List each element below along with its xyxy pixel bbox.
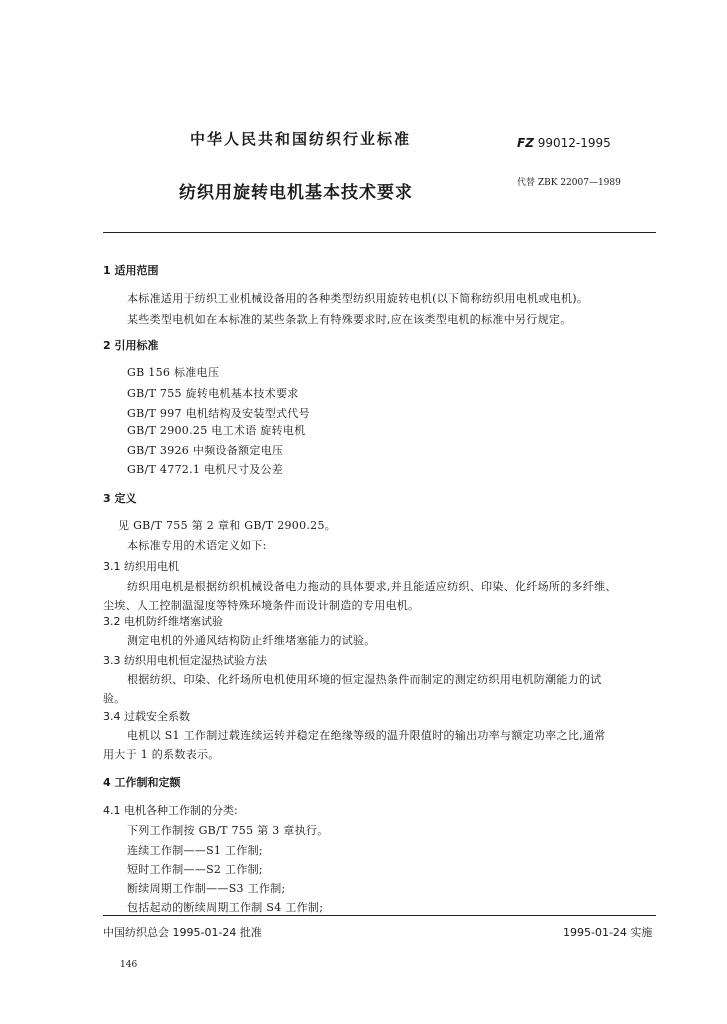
duty-item: 包括起动的断续周期工作制 S4 工作制; xyxy=(127,901,324,914)
ref-item: GB/T 997 电机结构及安装型式代号 xyxy=(127,407,310,420)
def-3-3-line-2: 验。 xyxy=(103,692,126,705)
effective-date: 1995-01-24 实施 xyxy=(563,926,653,939)
def-3-1-line-1: 纺织用电机是根据纺织机械设备电力拖动的具体要求,并且能适应纺织、印染、化纤场所的多纤维、 xyxy=(127,580,617,593)
section-4-heading: 4 工作制和定额 xyxy=(103,776,181,789)
footer-rule xyxy=(103,915,656,916)
def-3-1-line-2: 尘埃、人工控制温湿度等特殊环境条件而设计制造的专用电机。 xyxy=(103,599,420,612)
page-number: 146 xyxy=(120,960,138,970)
sub-4-1-heading: 4.1 电机各种工作制的分类: xyxy=(103,804,238,817)
def-3-3-line-1: 根据纺织、印染、化纤场所电机使用环境的恒定湿热条件而制定的测定纺织用电机防潮能力的试 xyxy=(127,673,602,686)
def-3-4-line-2: 用大于 1 的系数表示。 xyxy=(103,748,220,761)
approval-date: 中国纺织总会 1995-01-24 批准 xyxy=(103,926,262,939)
doc-title: 纺织用旋转电机基本技术要求 xyxy=(179,183,413,203)
section-3-para-2: 本标准专用的术语定义如下: xyxy=(127,539,267,552)
ref-item: GB/T 2900.25 电工术语 旋转电机 xyxy=(127,424,306,437)
ref-item: GB 156 标准电压 xyxy=(127,366,220,379)
standard-number xyxy=(517,136,611,150)
def-3-4-line-1: 电机以 S1 工作制过载连续运转并稳定在绝缘等级的温升限值时的输出功率与额定功率之比,通常 xyxy=(127,729,606,742)
duty-item: 短时工作制——S2 工作制; xyxy=(127,863,263,876)
standard-prefix: FZ xyxy=(517,136,534,150)
ref-item: GB/T 755 旋转电机基本技术要求 xyxy=(127,387,299,400)
ref-item: GB/T 3926 中频设备额定电压 xyxy=(127,444,284,457)
section-1-heading: 1 适用范围 xyxy=(103,264,159,277)
section-3-para-1: 见 GB/T 755 第 2 章和 GB/T 2900.25。 xyxy=(118,519,337,532)
ref-item: GB/T 4772.1 电机尺寸及公差 xyxy=(127,463,284,476)
def-3-3-heading: 3.3 纺织用电机恒定湿热试验方法 xyxy=(103,654,267,667)
section-2-heading: 2 引用标准 xyxy=(103,339,159,352)
header-rule xyxy=(103,232,656,233)
def-3-2-heading: 3.2 电机防纤维堵塞试验 xyxy=(103,615,223,628)
section-1-para-1: 本标准适用于纺织工业机械设备用的各种类型纺织用旋转电机(以下简称纺织用电机或电机)。 xyxy=(127,292,589,305)
standard-code: 99012-1995 xyxy=(537,136,611,150)
duty-item: 断续周期工作制——S3 工作制; xyxy=(127,882,286,895)
def-3-2-line-1: 测定电机的外通风结构防止纤维堵塞能力的试验。 xyxy=(127,634,376,647)
def-3-1-heading: 3.1 纺织用电机 xyxy=(103,560,179,573)
org-title: 中华人民共和国纺织行业标准 xyxy=(190,130,412,148)
sub-4-1-intro: 下列工作制按 GB/T 755 第 3 章执行。 xyxy=(127,824,329,837)
def-3-4-heading: 3.4 过载安全系数 xyxy=(103,710,190,723)
replaces-note: 代替 ZBK 22007—1989 xyxy=(517,178,621,188)
duty-item: 连续工作制——S1 工作制; xyxy=(127,844,263,857)
section-1-para-2: 某些类型电机如在本标准的某些条款上有特殊要求时,应在该类型电机的标准中另行规定。 xyxy=(127,313,572,326)
section-3-heading: 3 定义 xyxy=(103,492,137,505)
